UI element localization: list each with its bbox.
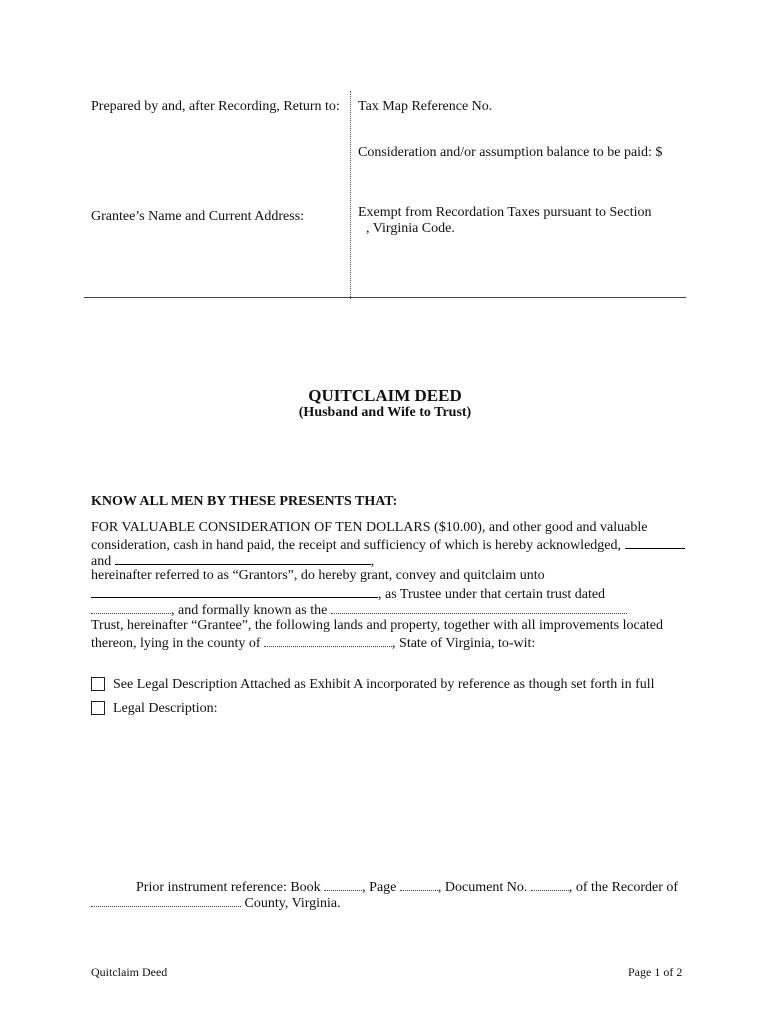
exempt-line-2: , Virginia Code. [366, 221, 455, 236]
know-all-men-heading: KNOW ALL MEN BY THESE PRESENTS THAT: [91, 494, 398, 509]
tax-map-label: Tax Map Reference No. [358, 99, 493, 114]
prior-instrument-line-2 [91, 894, 341, 912]
trust-date-blank[interactable] [91, 601, 171, 614]
recorder-county-blank[interactable] [91, 894, 241, 907]
footer-page-number: Page 1 of 2 [628, 965, 683, 979]
document-number-blank[interactable] [531, 878, 569, 891]
document-title: QUITCLAIM DEED [308, 386, 462, 405]
grantor-1-blank[interactable] [625, 536, 685, 549]
document-subtitle: (Husband and Wife to Trust) [298, 405, 472, 420]
page-blank[interactable] [400, 878, 438, 891]
footer-document-name: Quitclaim Deed [91, 965, 168, 979]
body-line-1: FOR VALUABLE CONSIDERATION OF TEN DOLLARS ($10.00), and other good and valuable [91, 520, 648, 535]
body-line-8-text-a: thereon, lying in the county of [91, 636, 261, 651]
county-virginia-label: County, Virginia. [244, 896, 341, 911]
exempt-line-1: Exempt from Recordation Taxes pursuant to Section [358, 205, 652, 220]
exhibit-option-label: See Legal Description Attached as Exhibit A incorporated by reference as though set forth in full [113, 677, 655, 692]
county-blank[interactable] [264, 634, 392, 647]
body-line-6 [91, 601, 627, 619]
grantee-address-label: Grantee’s Name and Current Address: [91, 209, 305, 224]
prior-document-label: , Document No. [437, 880, 528, 895]
body-line-3-and: and [91, 554, 112, 569]
header-divider-horizontal [84, 297, 686, 298]
legal-description-checkbox[interactable] [91, 701, 105, 715]
body-line-8 [91, 634, 535, 652]
body-line-5-text: , as Trustee under that certain trust dated [378, 587, 606, 602]
grantor-2-blank[interactable] [115, 552, 371, 565]
prepared-by-label: Prepared by and, after Recording, Return to: [91, 99, 340, 114]
prior-recorder-label: , of the Recorder of [568, 880, 679, 895]
book-blank[interactable] [324, 878, 362, 891]
consideration-label: Consideration and/or assumption balance to be paid: $ [358, 145, 663, 160]
trust-name-blank[interactable] [331, 601, 627, 614]
body-line-8-text-b: , State of Virginia, to-wit: [392, 636, 536, 651]
prior-page-label: , Page [362, 880, 397, 895]
body-line-7: Trust, hereinafter “Grantee”, the following lands and property, together with all improvements located [91, 618, 664, 633]
body-line-6-text: , and formally known as the [171, 603, 328, 618]
body-line-2-text: consideration, cash in hand paid, the receipt and sufficiency of which is hereby acknowledged, [91, 538, 622, 553]
trustee-blank[interactable] [91, 585, 378, 598]
body-line-4: hereinafter referred to as “Grantors”, do hereby grant, convey and quitclaim unto [91, 568, 545, 583]
prior-book-label: Prior instrument reference: Book [136, 880, 321, 895]
legal-description-label: Legal Description: [113, 701, 218, 716]
body-line-3-comma: , [370, 554, 375, 569]
exhibit-checkbox[interactable] [91, 677, 105, 691]
header-divider-vertical [350, 91, 351, 299]
